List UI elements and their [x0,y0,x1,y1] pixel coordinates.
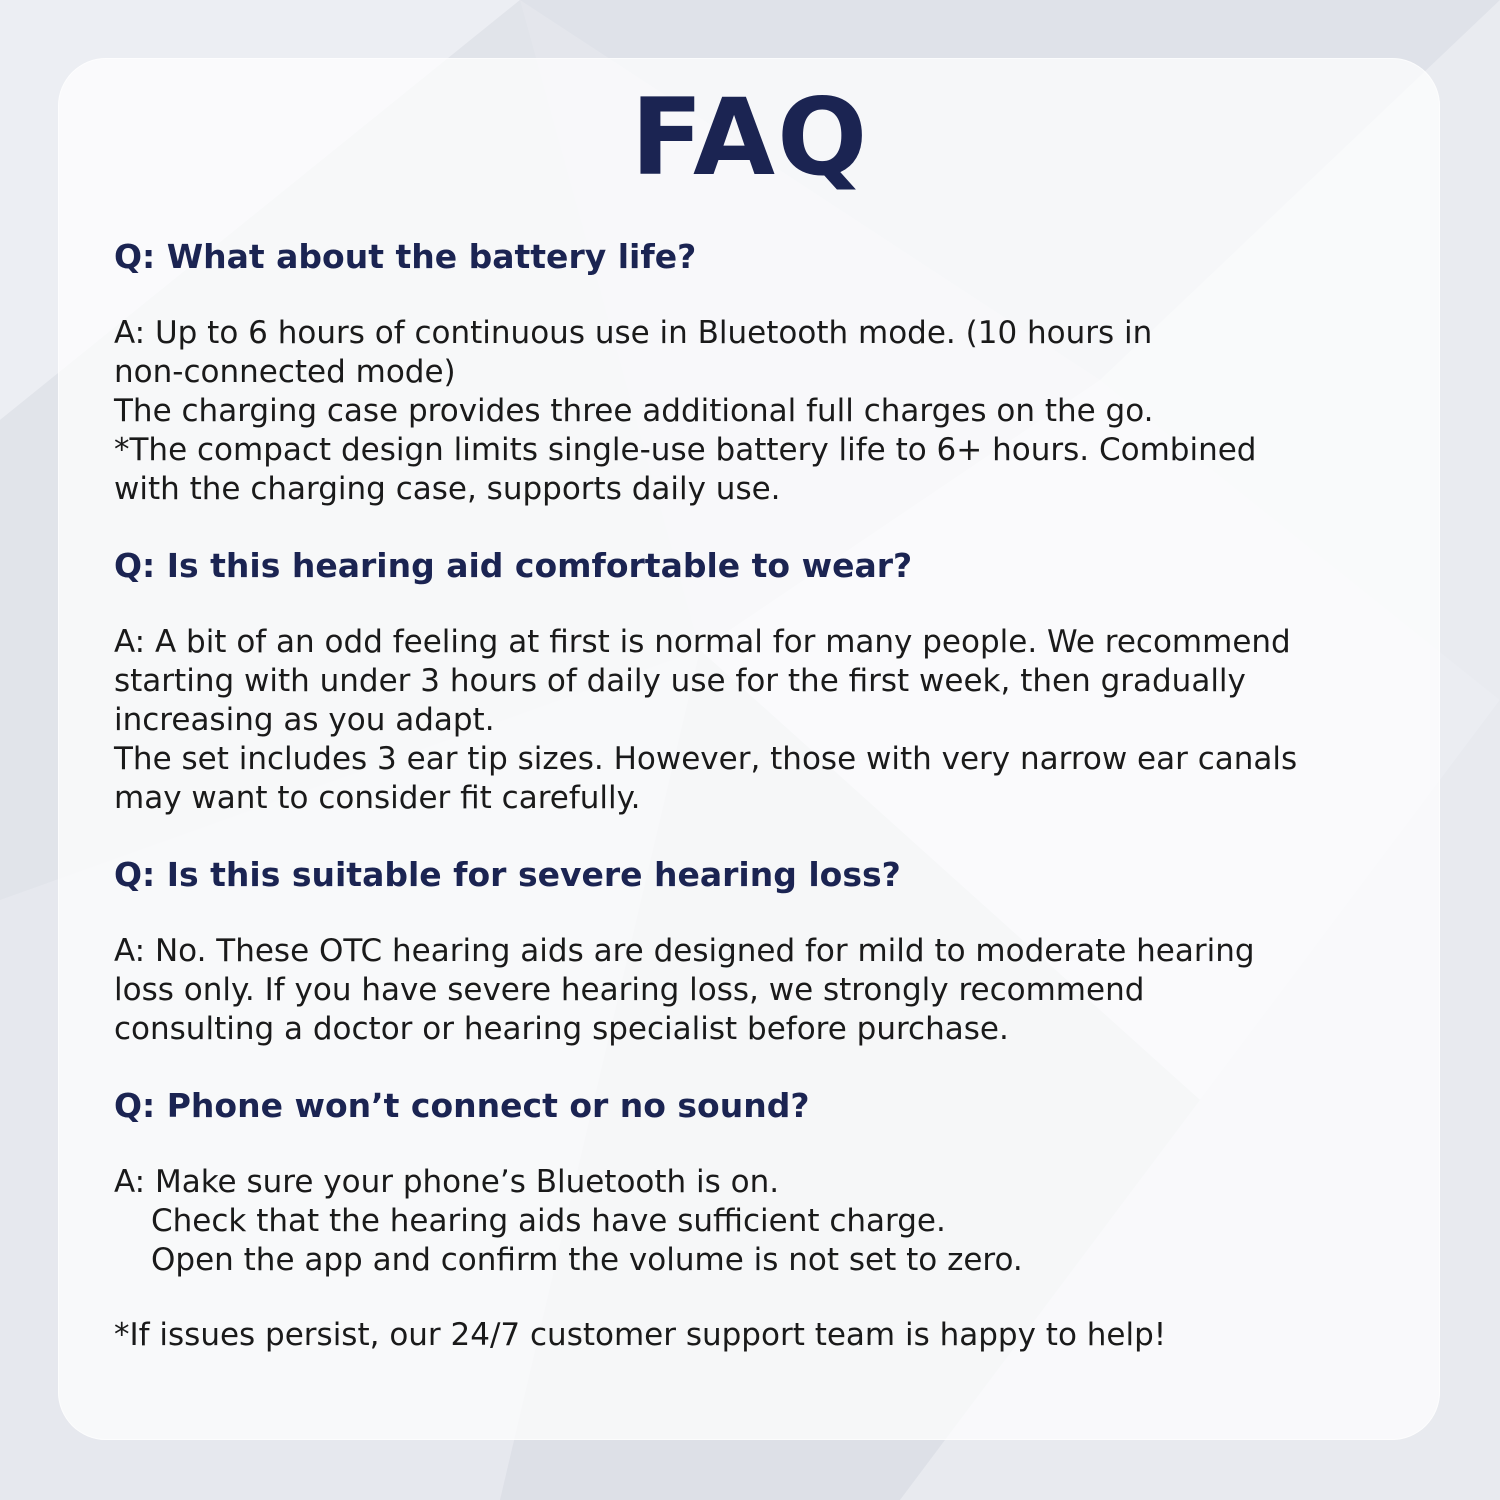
faq-item [114,545,1404,818]
answer-line: may want to consider fit carefully. [114,780,641,816]
answer-line: Open the app and confirm the volume is not set to zero. [151,1242,1023,1278]
faq-question: Q: Is this hearing aid comfortable to wear? [114,546,913,585]
faq-item [114,854,1404,1049]
support-note-text: *If issues persist, our 24/7 customer support team is happy to help! [114,1317,1167,1353]
answer-line: The charging case provides three additional full charges on the go. [114,393,1154,429]
faq-item [114,1085,1404,1355]
faq-question: Q: Phone won’t connect or no sound? [114,1086,810,1125]
page-title: FAQ [630,76,870,199]
answer-line: The set includes 3 ear tip sizes. However, those with very narrow ear canals [114,741,1298,777]
answer-line: increasing as you adapt. [114,702,495,738]
answer-line: A: Make sure your phone’s Bluetooth is on. [114,1164,780,1200]
faq-answer [114,623,1404,818]
answer-line: *The compact design limits single-use battery life to 6+ hours. Combined [114,432,1257,468]
faq-answer [114,932,1404,1049]
support-note [114,1316,1404,1355]
answer-line: A: No. These OTC hearing aids are designed for mild to moderate hearing [114,933,1255,969]
faq-question: Q: Is this suitable for severe hearing loss? [114,855,901,894]
answer-line: with the charging case, supports daily use. [114,471,781,507]
faq-answer [114,314,1404,509]
answer-line: Check that the hearing aids have sufficient charge. [151,1203,946,1239]
faq-list [114,236,1404,1355]
answer-line: non-connected mode) [114,354,456,390]
answer-line: starting with under 3 hours of daily use for the first week, then gradually [114,663,1246,699]
faq-answer [114,1163,1404,1280]
answer-line: A: Up to 6 hours of continuous use in Bluetooth mode. (10 hours in [114,315,1153,351]
faq-question: Q: What about the battery life? [114,237,697,276]
answer-line: A: A bit of an odd feeling at first is normal for many people. We recommend [114,624,1291,660]
answer-line: consulting a doctor or hearing specialist before purchase. [114,1011,1009,1047]
faq-item [114,236,1404,509]
answer-line: loss only. If you have severe hearing loss, we strongly recommend [114,972,1145,1008]
